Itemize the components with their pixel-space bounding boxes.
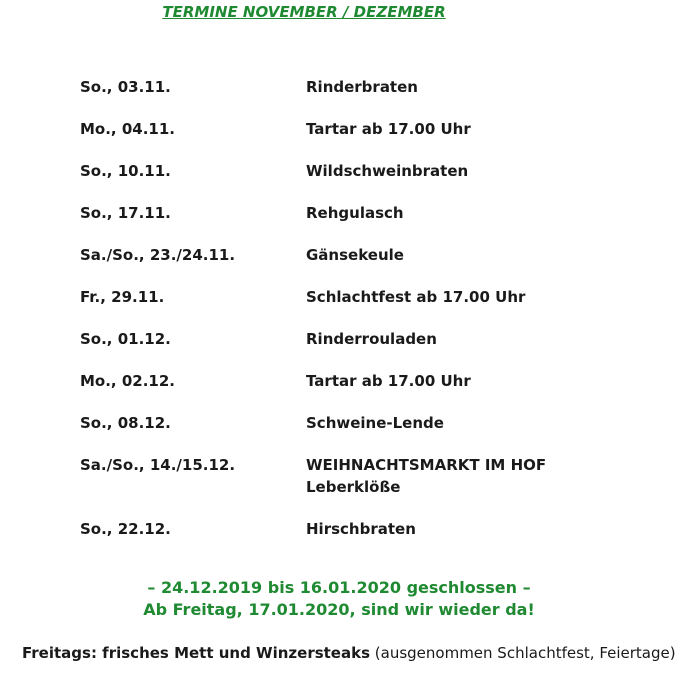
schedule-row [80, 118, 640, 140]
reopening-notice: Ab Freitag, 17.01.2020, sind wir wieder da! [143, 600, 535, 619]
schedule-event-line: Schweine-Lende [306, 414, 444, 432]
schedule-event [306, 202, 640, 224]
schedule-date: So., 17.11. [80, 204, 171, 222]
footer-highlight: Freitags: frisches Mett und Winzersteaks [22, 644, 371, 662]
schedule-date: Sa./So., 23./24.11. [80, 246, 236, 264]
schedule-row [80, 202, 640, 224]
schedule-row [80, 286, 640, 308]
schedule-event [306, 454, 640, 498]
schedule-event [306, 518, 640, 540]
schedule-event [306, 160, 640, 182]
schedule-event-line: Tartar ab 17.00 Uhr [306, 372, 471, 390]
schedule-event-line: Rinderrouladen [306, 330, 437, 348]
schedule-date: Sa./So., 14./15.12. [80, 456, 236, 474]
schedule-event [306, 370, 640, 392]
schedule-event [306, 286, 640, 308]
schedule-event-line: Rehgulasch [306, 204, 404, 222]
schedule-date: Fr., 29.11. [80, 288, 165, 306]
footer-remark: (ausgenommen Schlachtfest, Feiertage) [370, 644, 676, 662]
schedule-date: So., 03.11. [80, 78, 171, 96]
schedule-date: Mo., 02.12. [80, 372, 175, 390]
schedule-event-line: WEIHNACHTSMARKT IM HOF [306, 456, 547, 474]
schedule-event [306, 76, 640, 98]
schedule-row [80, 412, 640, 434]
schedule-row [80, 328, 640, 350]
schedule-event-line: Gänsekeule [306, 246, 404, 264]
schedule-event-line: Rinderbraten [306, 78, 418, 96]
schedule-date: Mo., 04.11. [80, 120, 175, 138]
schedule-date: So., 01.12. [80, 330, 171, 348]
schedule-event-line: Tartar ab 17.00 Uhr [306, 120, 471, 138]
schedule-event-line: Leberklöße [306, 478, 401, 496]
closure-notice: – 24.12.2019 bis 16.01.2020 geschlossen – [147, 578, 531, 597]
schedule-event [306, 244, 640, 266]
schedule-date: So., 10.11. [80, 162, 171, 180]
footer-note [22, 642, 676, 664]
schedule-row [80, 454, 640, 498]
schedule-list [80, 76, 640, 560]
schedule-event [306, 328, 640, 350]
schedule-event [306, 118, 640, 140]
schedule-date: So., 22.12. [80, 520, 171, 538]
schedule-event-line: Hirschbraten [306, 520, 416, 538]
schedule-row [80, 76, 640, 98]
page-title: TERMINE NOVEMBER / DEZEMBER [162, 3, 446, 21]
schedule-row [80, 244, 640, 266]
schedule-row [80, 518, 640, 540]
schedule-date: So., 08.12. [80, 414, 171, 432]
schedule-event-line: Schlachtfest ab 17.00 Uhr [306, 288, 526, 306]
schedule-event-line: Wildschweinbraten [306, 162, 469, 180]
schedule-row [80, 160, 640, 182]
schedule-event [306, 412, 640, 434]
schedule-row [80, 370, 640, 392]
